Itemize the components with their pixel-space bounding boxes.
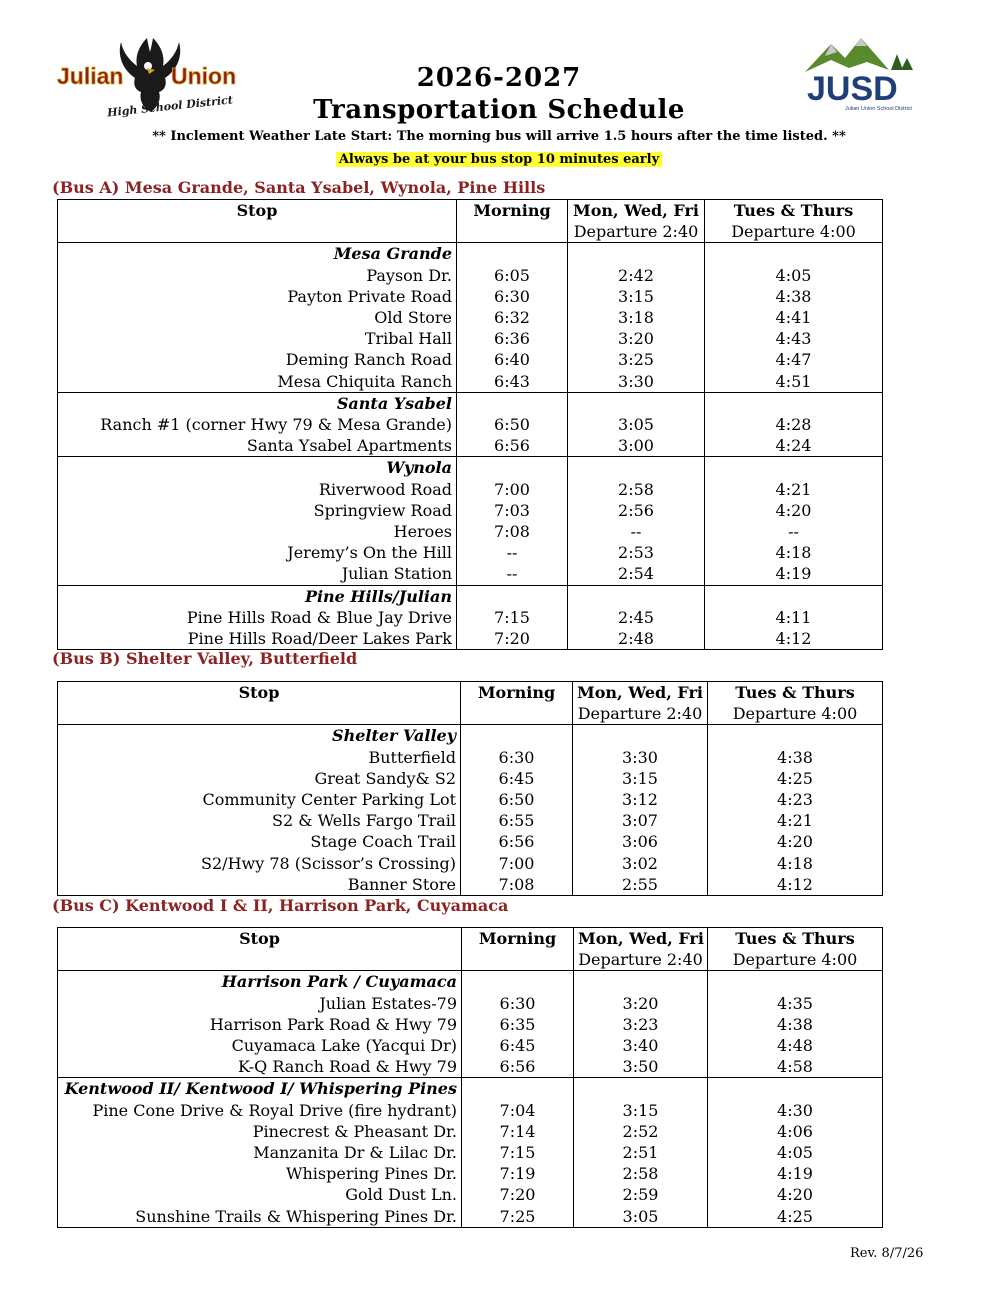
table-row (58, 874, 883, 896)
morning-time: 6:56 (461, 831, 573, 852)
tt-time: 4:28 (705, 414, 883, 435)
morning-time: 7:15 (457, 607, 568, 628)
mwf-time: 2:55 (573, 874, 708, 896)
mwf-time: 2:53 (568, 542, 705, 563)
mwf-time: 3:40 (574, 1035, 708, 1056)
morning-time: 7:20 (462, 1184, 574, 1205)
stop-group-name: Kentwood II/ Kentwood I/ Whispering Pines (58, 1078, 462, 1100)
stop-name: Pine Cone Drive & Royal Drive (fire hydrant) (58, 1100, 462, 1121)
school-year: 2026-2027 (416, 63, 582, 93)
morning-time: 6:30 (462, 993, 574, 1014)
mwf-time: 3:05 (574, 1206, 708, 1228)
stop-group-row (58, 1078, 883, 1100)
mwf-time: 2:58 (568, 479, 705, 500)
mwf-cell (568, 457, 705, 479)
mwf-cell (568, 585, 705, 607)
bus-a-title: (Bus A) Mesa Grande, Santa Ysabel, Wynola, Pine Hills (52, 178, 546, 197)
column-header-morning: Morning (457, 200, 568, 243)
stop-name: Julian Estates-79 (58, 993, 462, 1014)
stop-name: Payton Private Road (58, 286, 457, 307)
table-row (58, 349, 883, 370)
table-row (58, 328, 883, 349)
tt-time: 4:51 (705, 371, 883, 393)
morning-cell (462, 1078, 574, 1100)
tt-cell (708, 1078, 883, 1100)
mwf-time: 3:23 (574, 1014, 708, 1035)
morning-time: 6:45 (462, 1035, 574, 1056)
stop-group-name: Wynola (58, 457, 457, 479)
tt-time: 4:20 (708, 831, 883, 852)
morning-time: 6:50 (457, 414, 568, 435)
table-row (58, 768, 883, 789)
bus-a-schedule-table (57, 199, 883, 650)
stop-name: Santa Ysabel Apartments (58, 435, 457, 457)
morning-time: 6:50 (461, 789, 573, 810)
stop-name: Sunshine Trails & Whispering Pines Dr. (58, 1206, 462, 1228)
stop-name: Jeremy’s On the Hill (58, 542, 457, 563)
mwf-time: 2:42 (568, 265, 705, 286)
bus-c-schedule-table (57, 927, 883, 1228)
table-row (58, 607, 883, 628)
table-row (58, 1142, 883, 1163)
tt-time: 4:38 (705, 286, 883, 307)
tt-time: 4:11 (705, 607, 883, 628)
morning-cell (461, 725, 573, 747)
morning-time: 7:19 (462, 1163, 574, 1184)
stop-name: Julian Station (58, 563, 457, 585)
page-title: Transportation Schedule (313, 95, 685, 125)
tt-time: 4:43 (705, 328, 883, 349)
stop-name: Heroes (58, 521, 457, 542)
table-row (58, 1121, 883, 1142)
svg-text:Union: Union (171, 63, 237, 89)
stop-group-row (58, 392, 883, 414)
tt-time: 4:05 (708, 1142, 883, 1163)
mwf-time: 2:54 (568, 563, 705, 585)
table-row (58, 286, 883, 307)
svg-text:Julian: Julian (57, 63, 124, 89)
morning-time: -- (457, 542, 568, 563)
morning-time: 6:55 (461, 810, 573, 831)
morning-cell (457, 243, 568, 265)
stop-name: Old Store (58, 307, 457, 328)
tt-cell (705, 243, 883, 265)
tt-cell (705, 457, 883, 479)
table-row (58, 789, 883, 810)
morning-time: 6:05 (457, 265, 568, 286)
tt-time: 4:24 (705, 435, 883, 457)
mwf-cell (568, 392, 705, 414)
stop-name: Banner Store (58, 874, 461, 896)
stop-name: Gold Dust Ln. (58, 1184, 462, 1205)
table-row (58, 435, 883, 457)
revision-date: Rev. 8/7/26 (850, 1246, 924, 1261)
tt-time: 4:21 (708, 810, 883, 831)
table-row (58, 371, 883, 393)
mwf-time: 3:30 (568, 371, 705, 393)
morning-time: 7:08 (457, 521, 568, 542)
mwf-time: 3:15 (573, 768, 708, 789)
morning-time: 7:04 (462, 1100, 574, 1121)
morning-time: 7:14 (462, 1121, 574, 1142)
tt-time: 4:58 (708, 1056, 883, 1078)
early-arrival-note: Always be at your bus stop 10 minutes early (336, 152, 662, 167)
table-row (58, 831, 883, 852)
morning-time: 7:08 (461, 874, 573, 896)
tt-time: -- (705, 521, 883, 542)
table-row (58, 853, 883, 874)
morning-time: 7:15 (462, 1142, 574, 1163)
morning-cell (462, 971, 574, 993)
mwf-time: 2:51 (574, 1142, 708, 1163)
column-header-morning: Morning (462, 928, 574, 971)
morning-time: 7:20 (457, 628, 568, 650)
stop-group-row (58, 457, 883, 479)
stop-name: Pine Hills Road/Deer Lakes Park (58, 628, 457, 650)
mwf-time: 3:15 (574, 1100, 708, 1121)
mwf-time: 3:20 (574, 993, 708, 1014)
mwf-cell (573, 725, 708, 747)
tt-cell (705, 585, 883, 607)
mwf-cell (574, 971, 708, 993)
table-row (58, 542, 883, 563)
stop-name: Manzanita Dr & Lilac Dr. (58, 1142, 462, 1163)
mwf-time: 3:15 (568, 286, 705, 307)
stop-group-row (58, 243, 883, 265)
tt-time: 4:35 (708, 993, 883, 1014)
tt-time: 4:21 (705, 479, 883, 500)
tt-time: 4:25 (708, 1206, 883, 1228)
tt-time: 4:18 (708, 853, 883, 874)
bus-b-title: (Bus B) Shelter Valley, Butterfield (52, 649, 358, 668)
table-row (58, 307, 883, 328)
stop-name: Tribal Hall (58, 328, 457, 349)
tt-time: 4:25 (708, 768, 883, 789)
morning-time: 6:30 (461, 747, 573, 768)
svg-text:JUSD: JUSD (807, 70, 898, 108)
table-row (58, 810, 883, 831)
tt-time: 4:38 (708, 1014, 883, 1035)
stop-name: Harrison Park Road & Hwy 79 (58, 1014, 462, 1035)
stop-name: Deming Ranch Road (58, 349, 457, 370)
tt-time: 4:47 (705, 349, 883, 370)
morning-time: -- (457, 563, 568, 585)
tt-time: 4:12 (705, 628, 883, 650)
column-header-tt: Tues & Thurs Departure 4:00 (708, 928, 883, 971)
stop-name: Springview Road (58, 500, 457, 521)
table-row (58, 1184, 883, 1205)
stop-name: Riverwood Road (58, 479, 457, 500)
mwf-time: 3:12 (573, 789, 708, 810)
tt-time: 4:20 (708, 1184, 883, 1205)
morning-cell (457, 457, 568, 479)
tt-time: 4:41 (705, 307, 883, 328)
tt-cell (708, 725, 883, 747)
stop-group-row (58, 971, 883, 993)
mwf-time: 2:48 (568, 628, 705, 650)
stop-group-name: Shelter Valley (58, 725, 461, 747)
stop-name: S2/Hwy 78 (Scissor’s Crossing) (58, 853, 461, 874)
mwf-time: 3:05 (568, 414, 705, 435)
mwf-time: 3:06 (573, 831, 708, 852)
mwf-time: 3:20 (568, 328, 705, 349)
table-row (58, 479, 883, 500)
table-row (58, 563, 883, 585)
mwf-time: 3:07 (573, 810, 708, 831)
mwf-time: 3:50 (574, 1056, 708, 1078)
svg-text:High School District: High School District (106, 93, 234, 120)
mwf-time: 2:56 (568, 500, 705, 521)
stop-name: Mesa Chiquita Ranch (58, 371, 457, 393)
morning-time: 7:00 (457, 479, 568, 500)
tt-cell (708, 971, 883, 993)
table-row (58, 1056, 883, 1078)
stop-name: Pinecrest & Pheasant Dr. (58, 1121, 462, 1142)
column-header-stop: Stop (58, 928, 462, 971)
morning-time: 6:32 (457, 307, 568, 328)
table-row (58, 414, 883, 435)
tt-time: 4:20 (705, 500, 883, 521)
mwf-time: 2:59 (574, 1184, 708, 1205)
mwf-time: 3:25 (568, 349, 705, 370)
stop-name: Cuyamaca Lake (Yacqui Dr) (58, 1035, 462, 1056)
stop-name: K-Q Ranch Road & Hwy 79 (58, 1056, 462, 1078)
tt-time: 4:06 (708, 1121, 883, 1142)
tt-time: 4:05 (705, 265, 883, 286)
table-row (58, 1206, 883, 1228)
mwf-time: 2:52 (574, 1121, 708, 1142)
mwf-time: 3:02 (573, 853, 708, 874)
mwf-time: 2:58 (574, 1163, 708, 1184)
morning-time: 7:03 (457, 500, 568, 521)
table-row (58, 521, 883, 542)
stop-name: Community Center Parking Lot (58, 789, 461, 810)
stop-name: Pine Hills Road & Blue Jay Drive (58, 607, 457, 628)
stop-group-row (58, 585, 883, 607)
morning-time: 6:30 (457, 286, 568, 307)
table-row (58, 747, 883, 768)
mwf-time: -- (568, 521, 705, 542)
morning-cell (457, 585, 568, 607)
tt-time: 4:19 (705, 563, 883, 585)
page-header (0, 62, 998, 126)
morning-time: 6:56 (457, 435, 568, 457)
stop-name: Ranch #1 (corner Hwy 79 & Mesa Grande) (58, 414, 457, 435)
morning-time: 6:43 (457, 371, 568, 393)
column-header-tt: Tues & Thurs Departure 4:00 (705, 200, 883, 243)
weather-note: ** Inclement Weather Late Start: The morning bus will arrive 1.5 hours after the time listed. ** (152, 129, 846, 144)
stop-group-row (58, 725, 883, 747)
mwf-time: 3:30 (573, 747, 708, 768)
stop-name: Stage Coach Trail (58, 831, 461, 852)
table-row (58, 1035, 883, 1056)
tt-time: 4:48 (708, 1035, 883, 1056)
table-row (58, 265, 883, 286)
column-header-mwf: Mon, Wed, Fri Departure 2:40 (573, 682, 708, 725)
morning-time: 7:25 (462, 1206, 574, 1228)
tt-time: 4:30 (708, 1100, 883, 1121)
stop-name: Payson Dr. (58, 265, 457, 286)
morning-time: 6:56 (462, 1056, 574, 1078)
column-header-mwf: Mon, Wed, Fri Departure 2:40 (574, 928, 708, 971)
column-header-tt: Tues & Thurs Departure 4:00 (708, 682, 883, 725)
stop-name: S2 & Wells Fargo Trail (58, 810, 461, 831)
table-row (58, 993, 883, 1014)
tt-cell (705, 392, 883, 414)
morning-time: 7:00 (461, 853, 573, 874)
table-row (58, 500, 883, 521)
stop-group-name: Santa Ysabel (58, 392, 457, 414)
table-row (58, 628, 883, 650)
column-header-stop: Stop (58, 682, 461, 725)
svg-text:Julian Union School District: Julian Union School District (845, 106, 912, 112)
tt-time: 4:12 (708, 874, 883, 896)
morning-time: 6:35 (462, 1014, 574, 1035)
mwf-time: 2:45 (568, 607, 705, 628)
mwf-cell (568, 243, 705, 265)
stop-name: Whispering Pines Dr. (58, 1163, 462, 1184)
column-header-mwf: Mon, Wed, Fri Departure 2:40 (568, 200, 705, 243)
tt-time: 4:19 (708, 1163, 883, 1184)
morning-time: 6:45 (461, 768, 573, 789)
table-row (58, 1014, 883, 1035)
table-row (58, 1163, 883, 1184)
tt-time: 4:38 (708, 747, 883, 768)
bus-c-title: (Bus C) Kentwood I & II, Harrison Park, Cuyamaca (52, 896, 509, 915)
stop-name: Butterfield (58, 747, 461, 768)
morning-cell (457, 392, 568, 414)
mwf-time: 3:00 (568, 435, 705, 457)
mwf-cell (574, 1078, 708, 1100)
stop-group-name: Mesa Grande (58, 243, 457, 265)
column-header-stop: Stop (58, 200, 457, 243)
morning-time: 6:36 (457, 328, 568, 349)
stop-group-name: Harrison Park / Cuyamaca (58, 971, 462, 993)
stop-group-name: Pine Hills/Julian (58, 585, 457, 607)
morning-time: 6:40 (457, 349, 568, 370)
column-header-morning: Morning (461, 682, 573, 725)
mwf-time: 3:18 (568, 307, 705, 328)
stop-name: Great Sandy& S2 (58, 768, 461, 789)
bus-b-schedule-table (57, 681, 883, 896)
tt-time: 4:18 (705, 542, 883, 563)
table-row (58, 1100, 883, 1121)
tt-time: 4:23 (708, 789, 883, 810)
